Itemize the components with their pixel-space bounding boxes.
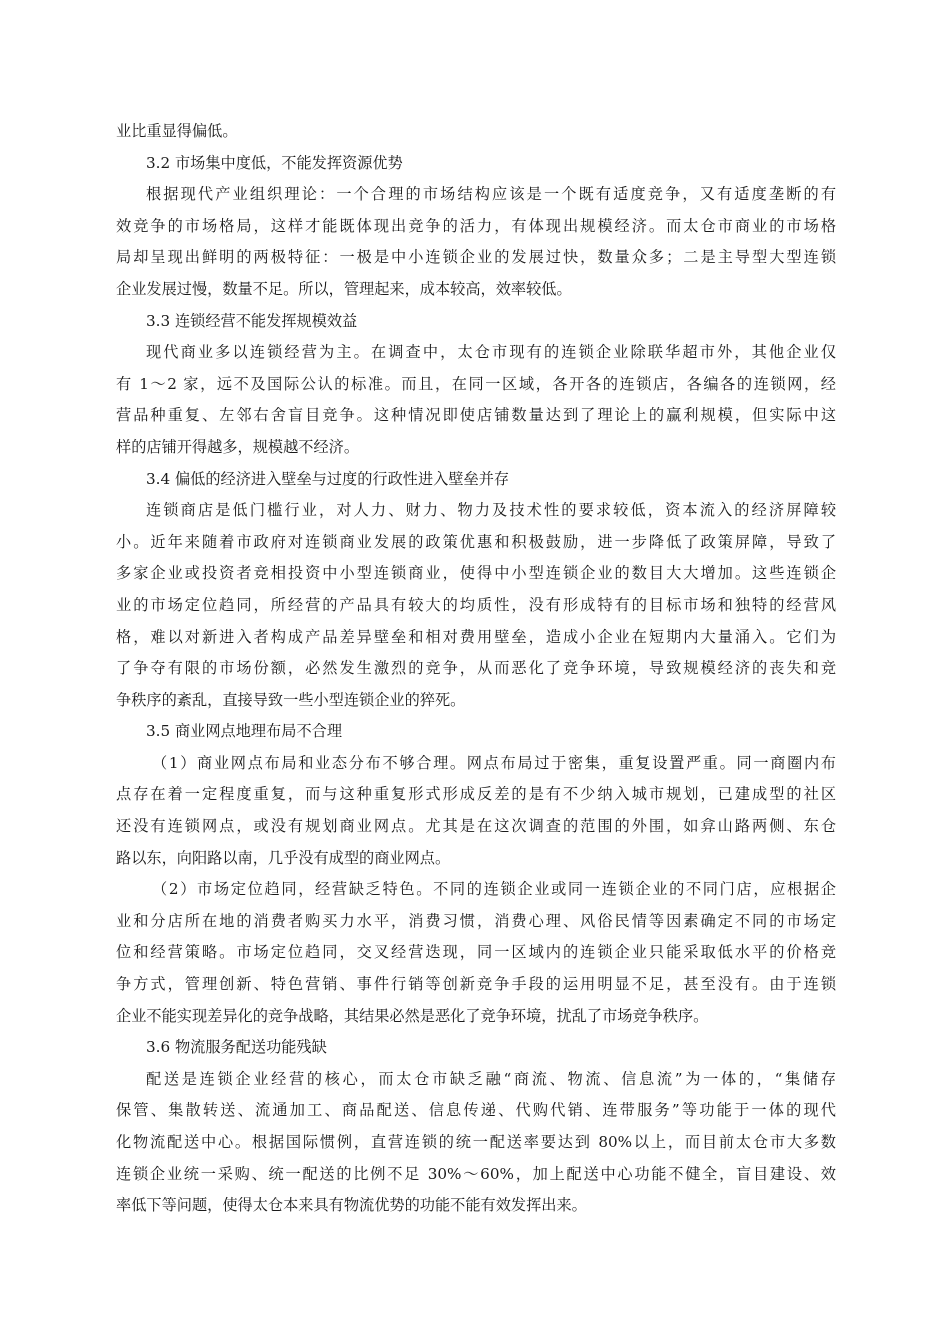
section-heading-3-6: 3.6 物流服务配送功能残缺	[146, 1038, 327, 1057]
paragraph-line: 营品种重复、左邻右舍盲目竞争。这种情况即使店铺数量达到了理论上的赢利规模，但实际中这	[116, 406, 836, 425]
paragraph-line: 样的店铺开得越多，规模越不经济。	[116, 437, 359, 456]
paragraph-line: 格，难以对新进入者构成产品差异壁垒和相对费用壁垒，造成小企业在短期内大量涌入。它们为	[116, 627, 836, 646]
paragraph-line: 化物流配送中心。根据国际惯例，直营连锁的统一配送率要达到 80%以上，而目前太仓市大多数	[116, 1133, 836, 1151]
paragraph-line: 业和分店所在地的消费者购买力水平，消费习惯，消费心理、风俗民情等因素确定不同的市场定	[116, 911, 836, 930]
paragraph-line: 配送是连锁企业经营的核心，而太仓市缺乏融“商流、物流、信息流”为一体的，“集储存	[146, 1069, 836, 1088]
paragraph-line: 争秩序的紊乱，直接导致一些小型连锁企业的猝死。	[116, 690, 466, 709]
paragraph-line: 小。近年来随着市政府对连锁商业发展的政策优惠和积极鼓励，进一步降低了政策屏障，导致了	[116, 532, 836, 551]
paragraph-line: （2）市场定位趋同，经营缺乏特色。不同的连锁企业或同一连锁企业的不同门店，应根据企	[152, 880, 836, 899]
paragraph-line: 连锁商店是低门槛行业，对人力、财力、物力及技术性的要求较低，资本流入的经济屏障较	[146, 501, 836, 520]
paragraph-line: 企业发展过慢，数量不足。所以，管理起来，成本较高，效率较低。	[116, 279, 572, 298]
document-page	[116, 116, 836, 1222]
paragraph-line: 现代商业多以连锁经营为主。在调查中，太仓市现有的连锁企业除联华超市外，其他企业仅	[146, 343, 836, 362]
section-heading-3-4: 3.4 偏低的经济进入壁垒与过度的行政性进入壁垒并存	[146, 469, 510, 488]
paragraph-line: 业比重显得偏低。	[116, 122, 238, 140]
paragraph-line: 多家企业或投资者竞相投资中小型连锁商业，使得中小型连锁企业的数目大大增加。这些连锁企	[116, 564, 836, 583]
paragraph-line: 业的市场定位趋同，所经营的产品具有较大的均质性，没有形成特有的目标市场和独特的经营风	[116, 595, 836, 614]
paragraph-line: 连锁企业统一采购、统一配送的比例不足 30%～60%，加上配送中心功能不健全，盲目建设、效	[116, 1164, 836, 1183]
paragraph-line: 企业不能实现差异化的竞争战略，其结果必然是恶化了竞争环境，扰乱了市场竞争秩序。	[116, 1006, 709, 1025]
paragraph-line: 点存在着一定程度重复，而与这种重复形式形成反差的是有不少纳入城市规划，已建成型的社区	[116, 785, 836, 804]
section-heading-3-2: 3.2 市场集中度低，不能发挥资源优势	[146, 153, 403, 172]
section-heading-3-5: 3.5 商业网点地理布局不合理	[146, 722, 343, 741]
paragraph-line: 局却呈现出鲜明的两极特征：一极是中小连锁企业的发展过快，数量众多；二是主导型大型连锁	[116, 248, 836, 267]
paragraph-line: 率低下等问题，使得太仓本来具有物流优势的功能不能有效发挥出来。	[116, 1196, 587, 1215]
paragraph-line: 争方式，管理创新、特色营销、事件行销等创新竞争手段的运用明显不足，甚至没有。由于连锁	[116, 975, 836, 994]
paragraph-line: 效竞争的市场格局，这样才能既体现出竞争的活力，有体现出规模经济。而太仓市商业的市场格	[116, 216, 836, 235]
section-heading-3-3: 3.3 连锁经营不能发挥规模效益	[146, 311, 358, 330]
paragraph-line: 路以东，向阳路以南，几乎没有成型的商业网点。	[116, 848, 451, 867]
paragraph-line: 保管、集散转送、流通加工、商品配送、信息传递、代购代销、连带服务”等功能于一体的现代	[116, 1101, 836, 1120]
paragraph-line: 位和经营策略。市场定位趋同，交叉经营迭现，同一区域内的连锁企业只能采取低水平的价格竞	[116, 943, 836, 962]
paragraph-line: 有 1～2 家，远不及国际公认的标准。而且，在同一区域，各开各的连锁店，各编各的连锁网，经	[116, 374, 836, 393]
paragraph-line: 根据现代产业组织理论：一个合理的市场结构应该是一个既有适度竞争，又有适度垄断的有	[146, 185, 836, 204]
paragraph-line: 了争夺有限的市场份额，必然发生激烈的竞争，从而恶化了竞争环境，导致规模经济的丧失和竞	[116, 659, 836, 678]
paragraph-line: 还没有连锁网点，或没有规划商业网点。尤其是在这次调查的范围的外围，如弇山路两侧、东仓	[116, 817, 836, 836]
paragraph-line: （1）商业网点布局和业态分布不够合理。网点布局过于密集，重复设置严重。同一商圈内布	[152, 753, 836, 772]
